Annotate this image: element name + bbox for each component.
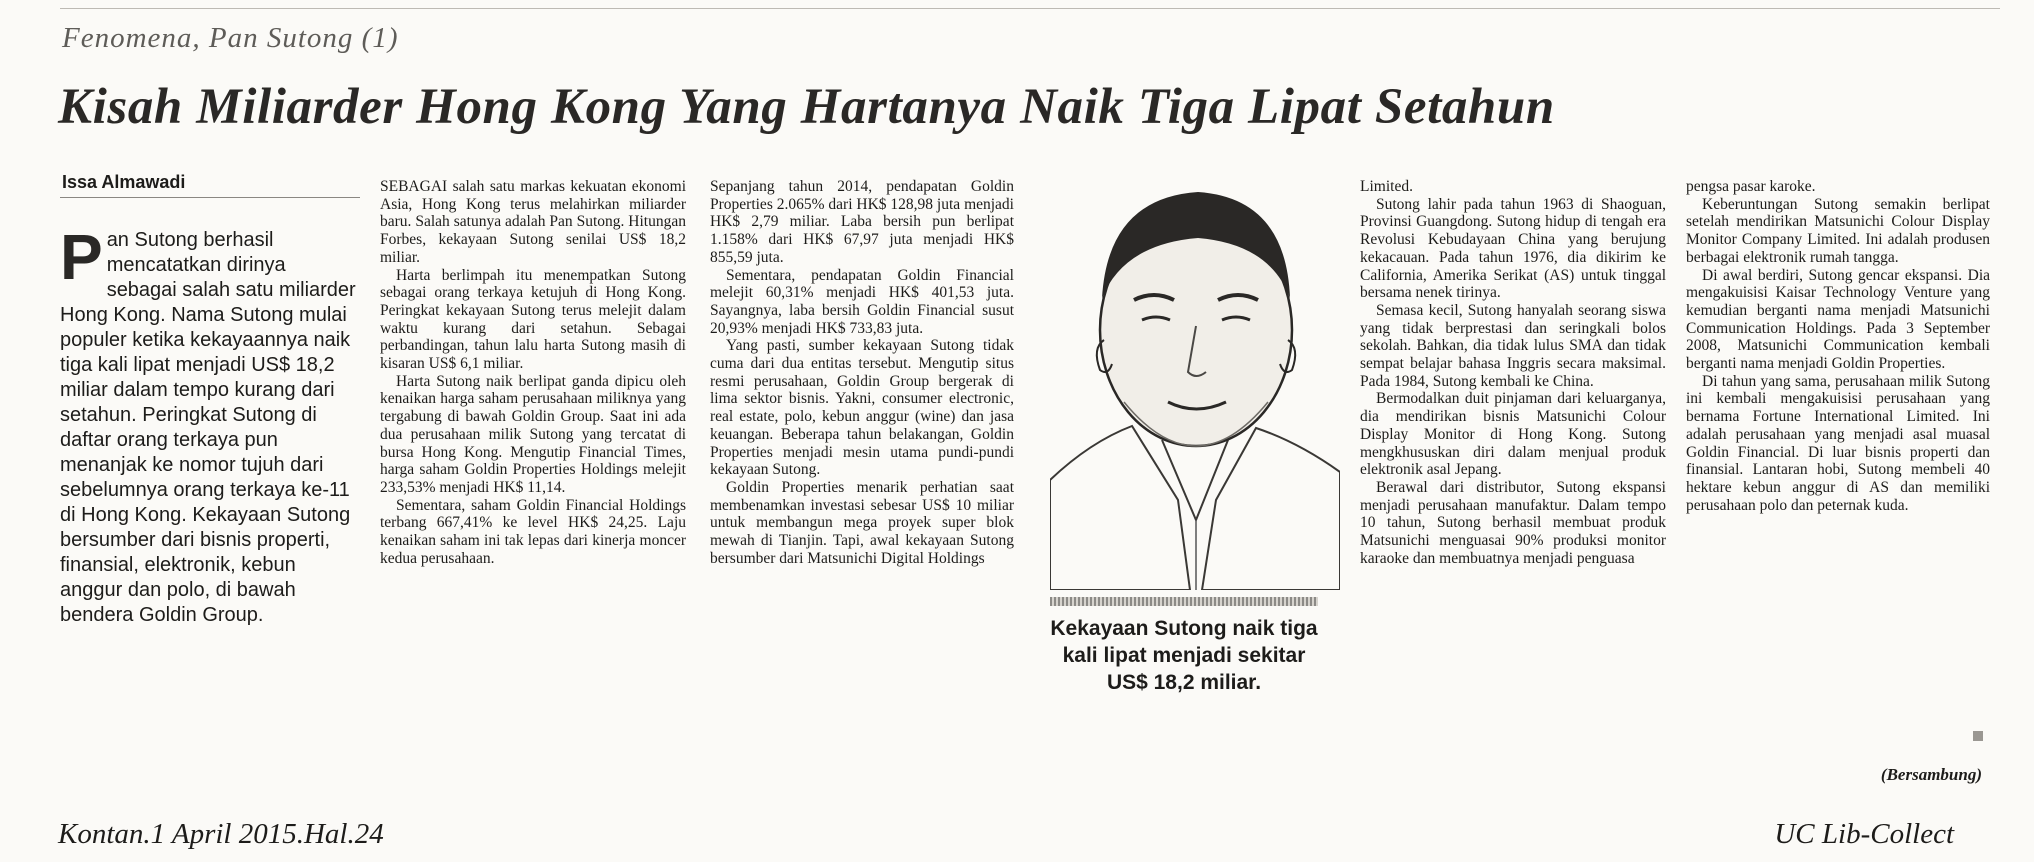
continued-label: (Bersambung)	[1880, 765, 1982, 784]
column-paragraph: Sutong lahir pada tahun 1963 di Shaoguan, Provinsi Guangdong. Sutong hidup di tengah era Revolusi Kebudayaan China yang berujung kekacauan. Pada tahun 1976, dia dikirim ke California, Amerika Serikat (AS) untuk tinggal bersama nenek tirinya.	[1360, 195, 1666, 302]
column-paragraph: Keberuntungan Sutong semakin berlipat setelah mendirikan Matsunichi Colour Display Monitor Company Limited. Ini adalah produsen berbagai elektronik rumah tangga.	[1686, 195, 1990, 266]
collection-label: UC Lib-Collect	[1774, 818, 1954, 850]
column-paragraph: Sementara, saham Goldin Financial Holdings terbang 667,41% ke level HK$ 24,25. Laju kenaikan saham ini tak lepas dari kinerja moncer kedua perusahaan.	[380, 496, 686, 567]
portrait-illustration	[1050, 180, 1340, 590]
column-paragraph: Yang pasti, sumber kekayaan Sutong tidak cuma dari dua entitas tersebut. Mengutip situs resmi perusahaan, Goldin Group bergerak di lima sektor bisnis. Yakni, consumer electronic, real estate, polo, kebun anggur (wine) dan jasa keuangan. Beberapa tahun belakangan, Goldin Properties menjadi mesin utama pundi-pundi kekayaan Sutong.	[710, 337, 1014, 479]
column-paragraph: SEBAGAI salah satu markas kekuatan ekonomi Asia, Hong Kong terus melahirkan miliarder baru. Salah satunya adalah Pan Sutong. Hitungan Forbes, kekayaan Sutong senilai US$ 18,2 miliar.	[380, 178, 686, 266]
article-lead	[60, 221, 360, 628]
source-citation: Kontan.1 April 2015.Hal.24	[58, 818, 384, 850]
article-column-3	[1360, 178, 1666, 567]
top-rule	[60, 8, 2000, 9]
pull-quote: Kekayaan Sutong naik tiga kali lipat menjadi sekitar US$ 18,2 miliar.	[1050, 617, 1318, 694]
article-column-2	[710, 178, 1014, 567]
article-headline: Kisah Miliarder Hong Kong Yang Hartanya Naik Tiga Lipat Setahun	[58, 79, 1555, 135]
article-kicker: Fenomena, Pan Sutong (1)	[62, 22, 399, 54]
column-paragraph: Sementara, pendapatan Goldin Financial melejit 60,31% menjadi HK$ 401,53 juta. Sayangnya, laba bersih Goldin Financial susut 20,93% menjadi HK$ 733,83 juta.	[710, 266, 1014, 337]
column-paragraph: Di awal berdiri, Sutong gencar ekspansi. Dia mengakuisisi Kaisar Technology Venture yang kemudian berganti nama menjadi Matsunichi Communication Holdings. Pada 3 September 2008, Matsunichi Communication kembali berganti nama menjadi Goldin Properties.	[1686, 266, 1990, 373]
article-column-1	[380, 178, 686, 567]
column-paragraph: Harta berlimpah itu menempatkan Sutong sebagai orang terkaya ketujuh di Hong Kong. Peringkat kekayaan Sutong terus melejit dalam waktu kurang dari setahun. Sebagai perbandingan, tahun lalu harta Sutong masih di kisaran US$ 6,1 miliar.	[380, 266, 686, 373]
column-paragraph: Sepanjang tahun 2014, pendapatan Goldin Properties 2.065% dari HK$ 128,98 juta menjadi HK$ 2,79 miliar. Laba bersih pun berlipat 1.158% dari HK$ 67,97 juta menjadi HK$ 855,59 juta.	[710, 178, 1014, 266]
pullquote-rule	[1050, 597, 1318, 606]
column-paragraph: Semasa kecil, Sutong hanyalah seorang siswa yang tidak berprestasi dan seringkali bolos sekolah. Bahkan, dia tidak lulus SMA dan tidak sempat belajar bahasa Inggris secara maksimal. Pada 1984, Sutong kembali ke China.	[1360, 301, 1666, 390]
column-paragraph: Berawal dari distributor, Sutong ekspansi menjadi perusahaan manufaktur. Dalam tempo 10 tahun, Sutong berhasil membuat produk Matsunichi menguasai 90% produksi monitor karaoke dan membuatnya menjadi penguasa	[1360, 478, 1666, 567]
article-column-4	[1686, 178, 1990, 514]
column-paragraph: Di tahun yang sama, perusahaan milik Sutong ini kembali mengakuisisi perusahaan yang bernama Fortune International Limited. Ini adalah perusahaan yang menjadi asal muasal Goldin Financial. Di luar bisnis properti dan finansial. Lantaran hobi, Sutong membeli 40 hektare kebun anggur di AS dan memiliki perusahaan polo dan peternak kuda.	[1686, 372, 1990, 514]
end-mark	[1973, 731, 1983, 741]
drop-cap: P	[60, 221, 103, 293]
article-author: Issa Almawadi	[62, 172, 186, 192]
lead-text: an Sutong berhasil mencatatkan dirinya sebagai salah satu miliarder Hong Kong. Nama Sutong mulai populer ketika kekayaannya naik tiga kali lipat menjadi US$ 18,2 miliar dalam tempo kurang dari setahun. Peringkat Sutong di daftar orang terkaya pun menanjak ke nomor tujuh dari sebelumnya orang terkaya ke-11 di Hong Kong. Kekayaan Sutong bersumber dari bisnis properti, finansial, elektronik, kebun anggur dan polo, di bawah bendera Goldin Group.	[60, 229, 356, 626]
author-divider	[60, 197, 360, 198]
column-paragraph: Limited.	[1360, 178, 1413, 195]
column-paragraph: Harta Sutong naik berlipat ganda dipicu oleh kenaikan harga saham perusahaan miliknya yang tergabung di bawah Goldin Group. Saat ini ada dua perusahaan milik Sutong yang tercatat di bursa Hong Kong. Mengutip Financial Times, harga saham Goldin Properties Holdings melejit 233,53% menjadi HK$ 11,14.	[380, 372, 686, 496]
column-paragraph: pengsa pasar karoke.	[1686, 178, 1816, 195]
column-paragraph: Bermodalkan duit pinjaman dari keluarganya, dia mendirikan bisnis Matsunichi Colour Display Monitor di Hong Kong. Sutong mengkhususkan diri dalam menjual produk elektronik asal Jepang.	[1360, 390, 1666, 479]
column-paragraph: Goldin Properties menarik perhatian saat membenamkan investasi sebesar US$ 10 miliar untuk membangun mega proyek super blok mewah di Tianjin. Tapi, awal kekayaan Sutong bersumber dari Matsunichi Digital Holdings	[710, 478, 1014, 567]
